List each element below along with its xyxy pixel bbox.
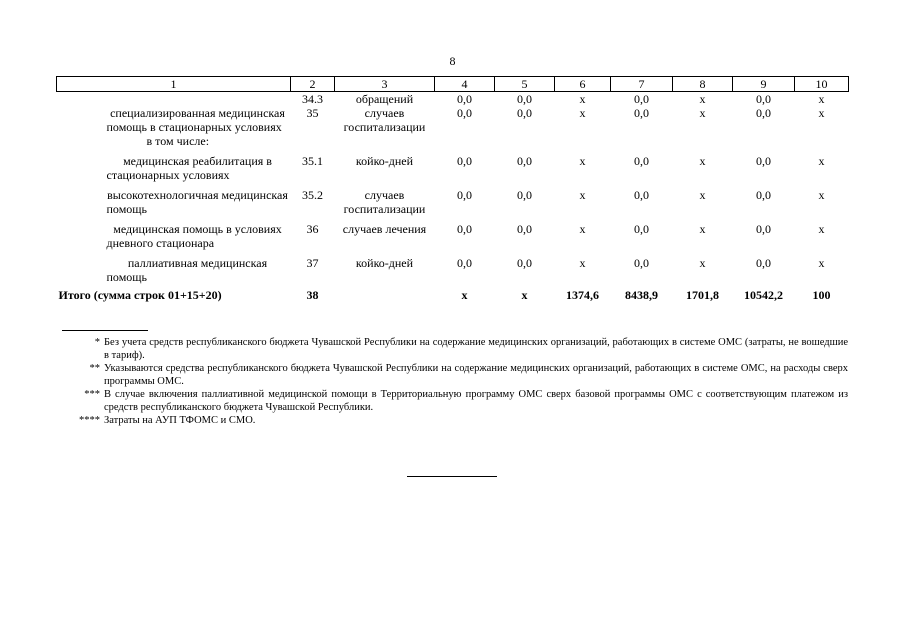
footnote-text: Без учета средств республиканского бюджета Чувашской Республики на содержание медицинских организаций, работающих в системе ОМС (затраты, не вошедшие в тариф). (104, 337, 848, 361)
cell-c4: 0,0 (457, 188, 472, 202)
cell-c9: 0,0 (756, 256, 771, 270)
cell-c7: 0,0 (634, 154, 649, 168)
table-row (57, 216, 849, 250)
cell-c6: х (579, 256, 586, 270)
cell-c10: х (818, 106, 825, 120)
total-cell-c8: 1701,8 (686, 288, 719, 302)
footnote-mark: **** (79, 415, 100, 426)
cell-unit: случаев лечения (342, 222, 427, 236)
row-name (57, 106, 291, 148)
total-cell-c7: 8438,9 (625, 288, 658, 302)
footnote-text: Затраты на АУП ТФОМС и СМО. (104, 415, 256, 426)
col-header: 2 (291, 77, 335, 92)
header-row (57, 77, 849, 92)
row-name-text: специализированная медицинская помощь в стационарных условиях (106, 106, 285, 134)
total-cell-c10: 100 (812, 288, 831, 302)
footnote (56, 414, 848, 427)
end-divider (407, 476, 497, 477)
cell-c9: 0,0 (756, 222, 771, 236)
col-header: 8 (673, 77, 733, 92)
footnote-mark: ** (89, 363, 100, 374)
cell-c4: 0,0 (457, 222, 472, 236)
cell-c4: 0,0 (457, 256, 472, 270)
col-header: 3 (335, 77, 435, 92)
cell-c9: 0,0 (756, 154, 771, 168)
total-cell-code: 38 (306, 288, 319, 302)
cell-c9: 0,0 (756, 188, 771, 202)
cell-c8: х (699, 106, 706, 120)
cell-code: 36 (306, 222, 319, 236)
footnote (56, 362, 848, 388)
cell-c5: 0,0 (517, 256, 532, 270)
cell-c8: х (699, 188, 706, 202)
cell-c10: х (818, 256, 825, 270)
footnote-mark: *** (84, 389, 100, 400)
cell-c10: х (818, 222, 825, 236)
cell-c10: х (818, 154, 825, 168)
col-header: 6 (555, 77, 611, 92)
cell-unit: случаев госпитализации (343, 106, 426, 134)
cell-c8: х (699, 154, 706, 168)
row-name (57, 148, 291, 182)
row-name-text: высокотехнологичная медицинская помощь (106, 188, 288, 216)
row-name (57, 216, 291, 250)
page-number: 8 (449, 54, 456, 68)
cell-c6: х (579, 188, 586, 202)
financing-table (56, 76, 849, 302)
total-cell-c6: 1374,6 (566, 288, 599, 302)
table-row (57, 106, 849, 148)
cell-c5: 0,0 (517, 222, 532, 236)
cell-c4: 0,0 (457, 106, 472, 120)
table-row (57, 182, 849, 216)
footnote-divider (62, 330, 148, 331)
cell-c5: 0,0 (517, 188, 532, 202)
footnote (56, 336, 848, 362)
footnote-text: Указываются средства республиканского бюджета Чувашской Республики на содержание медицинских организаций, работающих в системе ОМС, на расходы сверх программы ОМС. (104, 363, 848, 387)
col-header: 4 (435, 77, 495, 92)
cell-unit: койко-дней (355, 154, 414, 168)
table-row (57, 250, 849, 284)
total-cell-c9: 10542,2 (744, 288, 783, 302)
total-cell-c5: х (521, 288, 528, 302)
cell-c8: х (699, 222, 706, 236)
cell-code: 35.1 (302, 154, 323, 168)
cell-c4: 0,0 (457, 154, 472, 168)
cell-c6: х (579, 154, 586, 168)
cell-code: 34.3 (302, 92, 323, 106)
cell-c7: 0,0 (634, 92, 649, 106)
col-header: 5 (495, 77, 555, 92)
total-label: Итого (сумма строк 01+15+20) (58, 288, 222, 302)
col-header: 1 (57, 77, 291, 92)
table-row (57, 92, 849, 107)
row-name (57, 92, 291, 107)
cell-c10: х (818, 188, 825, 202)
cell-c5: 0,0 (517, 92, 532, 106)
footnote-mark: * (94, 337, 100, 348)
cell-c5: 0,0 (517, 154, 532, 168)
cell-code: 37 (306, 256, 319, 270)
row-name-text: паллиативная медицинская помощь (106, 256, 268, 284)
footnote (56, 388, 848, 414)
footnote-text: В случае включения паллиативной медицинской помощи в Территориальную программу ОМС сверх базовой программы ОМС с соответствующим платежом из средств республиканского бюджета Чувашской Республики. (104, 389, 848, 413)
cell-c8: х (699, 92, 706, 106)
row-name (57, 182, 291, 216)
cell-c7: 0,0 (634, 256, 649, 270)
row-name-text: медицинская реабилитация в стационарных условиях (106, 154, 272, 182)
cell-c6: х (579, 222, 586, 236)
col-header: 10 (795, 77, 849, 92)
cell-code: 35 (306, 106, 319, 120)
cell-unit: случаев госпитализации (343, 188, 426, 216)
cell-c7: 0,0 (634, 188, 649, 202)
total-row (57, 284, 849, 302)
row-name-text: медицинская помощь в условиях дневного стационара (106, 222, 282, 250)
cell-c6: х (579, 106, 586, 120)
cell-c5: 0,0 (517, 106, 532, 120)
col-header: 7 (611, 77, 673, 92)
footnotes (56, 336, 848, 427)
cell-c7: 0,0 (634, 222, 649, 236)
cell-c9: 0,0 (756, 92, 771, 106)
total-cell-c4: х (461, 288, 468, 302)
cell-c6: х (579, 92, 586, 106)
cell-unit: обращений (355, 92, 414, 106)
cell-c7: 0,0 (634, 106, 649, 120)
total-cell-unit (335, 284, 435, 302)
row-name (57, 250, 291, 284)
cell-c10: х (818, 92, 825, 106)
col-header: 9 (733, 77, 795, 92)
cell-code: 35.2 (302, 188, 323, 202)
table-row (57, 148, 849, 182)
cell-c8: х (699, 256, 706, 270)
row-subheading: в том числе: (146, 134, 210, 148)
cell-unit: койко-дней (355, 256, 414, 270)
cell-c9: 0,0 (756, 106, 771, 120)
cell-c4: 0,0 (457, 92, 472, 106)
